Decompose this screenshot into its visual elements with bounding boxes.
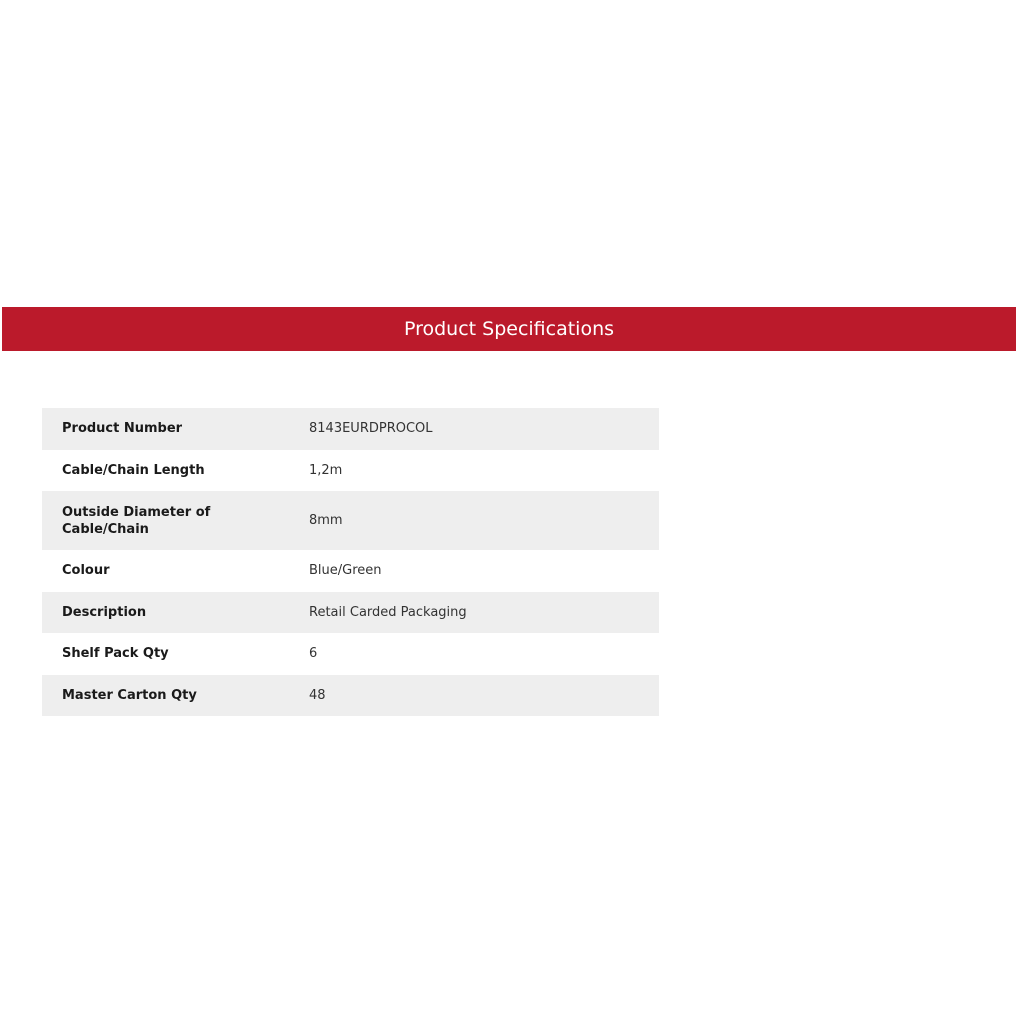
spec-value: Blue/Green bbox=[309, 563, 382, 579]
spec-value: 1,2m bbox=[309, 462, 343, 478]
table-row-master-carton-qty bbox=[42, 675, 659, 717]
table-row-outside-diameter bbox=[42, 491, 659, 550]
spec-label: Product Number bbox=[62, 421, 183, 437]
spec-label: Outside Diameter of Cable/Chain bbox=[62, 504, 211, 537]
spec-label: Master Carton Qty bbox=[62, 687, 197, 703]
spec-label: Colour bbox=[62, 563, 110, 579]
table-row-cable-length bbox=[42, 450, 659, 492]
table-row-colour bbox=[42, 550, 659, 592]
table-row-description bbox=[42, 592, 659, 634]
spec-header-bar bbox=[2, 307, 1016, 351]
spec-value: Retail Carded Packaging bbox=[309, 604, 467, 620]
table-row-shelf-pack-qty bbox=[42, 633, 659, 675]
spec-value: 8143EURDPROCOL bbox=[309, 421, 433, 437]
spec-label: Cable/Chain Length bbox=[62, 462, 205, 478]
spec-table bbox=[42, 408, 659, 716]
spec-label: Shelf Pack Qty bbox=[62, 646, 169, 662]
page-title: Product Specifications bbox=[403, 318, 615, 340]
spec-value: 8mm bbox=[309, 513, 343, 528]
spec-value: 48 bbox=[309, 687, 326, 703]
spec-value: 6 bbox=[309, 646, 318, 662]
table-row-product-number bbox=[42, 408, 659, 450]
spec-label: Description bbox=[62, 604, 147, 620]
